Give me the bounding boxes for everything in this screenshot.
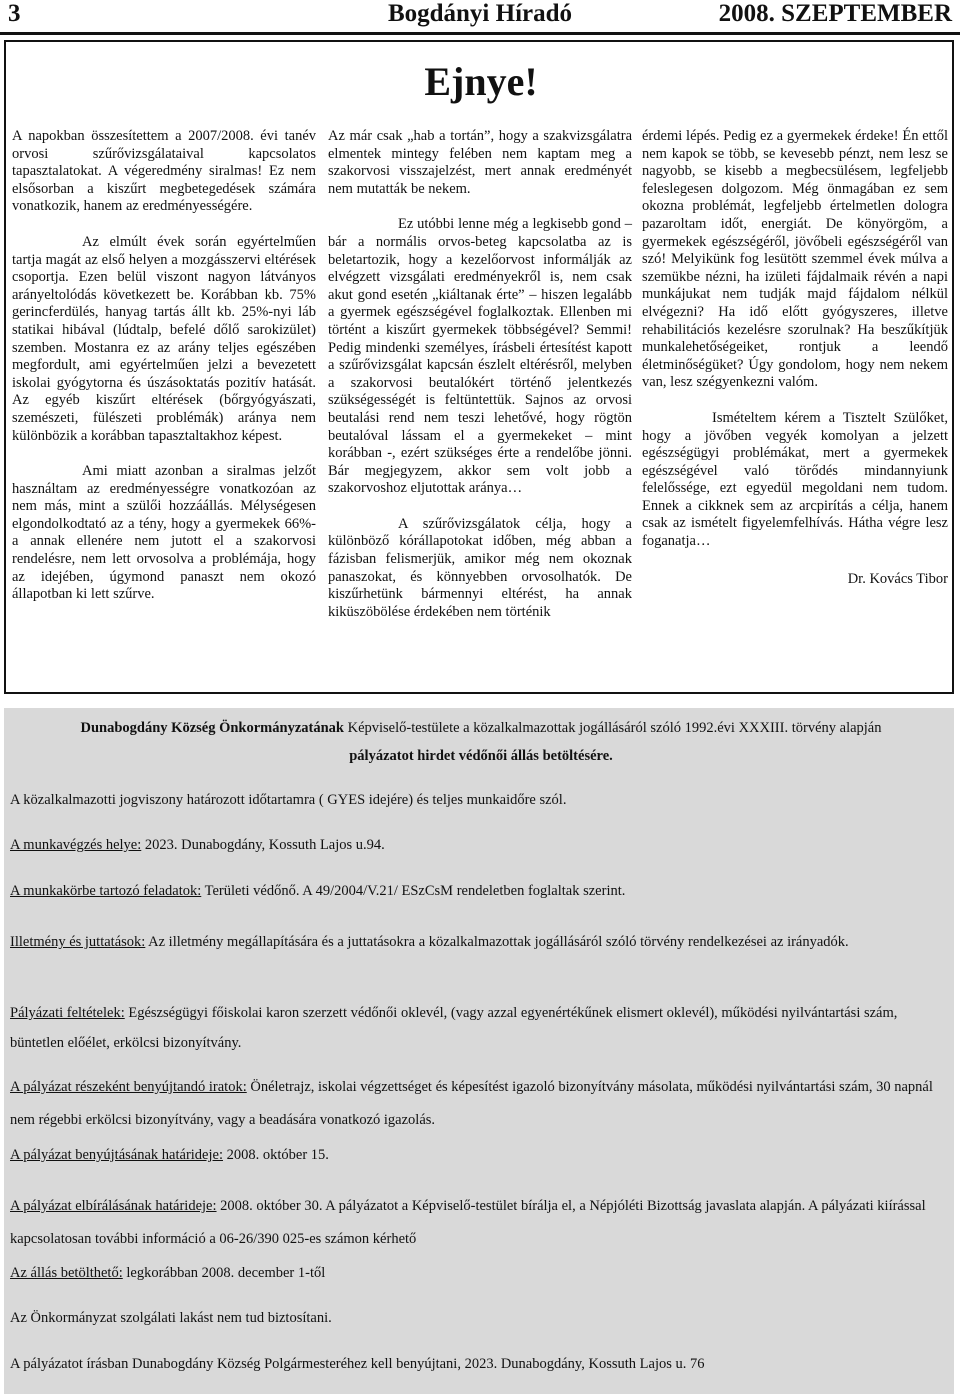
newspaper-title: Bogdányi Híradó — [387, 0, 573, 27]
notice-documents: A pályázat részeként benyújtandó iratok: Önéletrajz, iskolai végzettséget és képesítést igazoló bizonyítvány másolata, működési nyilvántartási szám, 30 napnál nem régebbi erkölcsi bizonyítvány, vagy a beadására vonatkozó igazolás. — [10, 1079, 933, 1128]
article-frame — [4, 40, 954, 694]
notice-place: A munkavégzés helye: 2023. Dunabogdány, Kossuth Lajos u.94. — [10, 837, 385, 853]
paragraph: A napokban összesítettem a 2007/2008. évi tanév orvosi szűrővizsgálataival kapcsolatos tapasztalatokat. A végeredmény siralmas! Ez nem elsősorban a kiszűrt megbetegedések számára vonatkozik, hanem az eredményességére. — [12, 128, 316, 215]
notice-intro: Dunabogdány Község Önkormányzatának Képviselő-testülete a közalkalmazottak jogállásáról szóló 1992.évi XXXIII. törvény alapján — [80, 720, 882, 736]
author-signature: Dr. Kovács Tibor — [847, 570, 948, 587]
page-header — [0, 0, 960, 30]
job-notice — [4, 708, 954, 1394]
issue-date: 2008. SZEPTEMBER — [718, 0, 952, 27]
notice-deadline: A pályázat benyújtásának határideje: 2008. október 15. — [10, 1147, 329, 1163]
paragraph: A szűrővizsgálatok célja, hogy a különböző kórállapotokat időben, még abban a fázisban felismerjük, amikor még nem okoznak panaszokat, és könnyebben orvosolhatók. De kiszűrhetünk bármennyi eltérést, ha annak kiküszöbölése érdekében nem történik — [328, 515, 632, 620]
paragraph: Ami miatt azonban a siralmas jelzőt használtam az eredményességre vonatkozóan az nem más, mint a szülői hozzáállás. Mélységesen elgondolkodtató az a tény, hogy a gyermekek 66%-a annak ellenére nem jutott el a szakorvosi rendelésre, nem lett orvosolva a problémája, hogy az idejében, úgymond panaszt nem okozó állapotban ki lett szűrve. — [12, 463, 316, 603]
notice-employment: A közalkalmazotti jogviszony határozott időtartamra ( GYES idejére) és teljes munkaidőre szól. — [10, 792, 567, 808]
notice-submission: A pályázatot írásban Dunabogdány Község Polgármesteréhez kell benyújtani, 2023. Dunabogdány, Kossuth Lajos u. 76 — [10, 1356, 705, 1372]
notice-housing: Az Önkormányzat szolgálati lakást nem tud biztosítani. — [10, 1310, 332, 1326]
paragraph: érdemi lépés. Pedig ez a gyermekek érdeke! Én ettől nem kapok se több, se kevesebb pénzt, nem lesz se nagyobb, se kisebb a megbecsülésem, legfeljebb feleslegesen dolgozom. Még önmagában ez sem okozna problémát, legfeljebb értelmetlen dologra pazaroltam időt, energiát. De könyörgöm, a gyermekek egészségéről, jövőbeli egészségéről van szó! Melyikünk fog lesütött szemmel évek múlva a szemükbe nézni, ha izületi fájdalmaik révén a napi munkájukat nem tudják majd fájdalom nélkül elvégezni? Ha idő előtt gyógyszeres, illetve rehabilitációs kezelésre szorulnak? Ha beszűkítjük munkalehetőségeiket, rontjuk a leendő életminőségüket? Úgy gondolom, hogy nem nekem van, lesz szégyenkezni valóm. — [642, 128, 948, 391]
article-title: Ejnye! — [424, 59, 538, 104]
notice-conditions: Pályázati feltételek: Egészségügyi főiskolai karon szerzett védőnői oklevél, (vagy azzal egyenértékűnek elismert oklevél), működési nyilvántartási szám, büntetlen előélet, erkölcsi bizonyítvány. — [10, 1005, 898, 1051]
issuer-name: Dunabogdány Község Önkormányzatának — [80, 720, 344, 736]
notice-duties: A munkakörbe tartozó feladatok: Területi védőnő. A 49/2004/V.21/ ESzCsM rendeletben foglaltak szerint. — [10, 883, 626, 899]
paragraph: Az elmúlt évek során egyértelműen tartja magát az első helyen a mozgásszervi eltérések csoportja. Ezen belül viszont nagyon látványos arányeltolódás következett be. Korábban kb. 75% gerincferdülés, hanyag tartás állt kb. 25%-nyi láb statikai hibával (lúdtalp, befelé dőlő sarokizület) szemben. Mostanra ez az arány teljes egészében megfordult, ami egyértelműen jelzi a bevezetett iskolai gyógytorna és úszásoktatás pozitív hatását. Az egyéb kiszűrt eltérések (bőrgyógyászati, szemészeti, fülészeti problémák) aránya nem különbözik a korábban tapasztaltakhoz képest. — [12, 233, 316, 444]
page-number: 3 — [8, 0, 21, 27]
notice-headline: pályázatot hirdet védőnői állás betöltésére. — [349, 748, 613, 764]
header-rule — [0, 32, 960, 35]
paragraph: Az már csak „hab a tortán”, hogy a szakvizsgálatra elmentek mintegy felében nem kaptam meg a szakorvosi visszajelzést, mert annak eredményét nem mutatták be nekem. — [328, 128, 632, 197]
article-column-2 — [328, 128, 632, 621]
paragraph: Ismételtem kérem a Tisztelt Szülőket, hogy a jövőben vegyék komolyan a jelzett egészségügyi problémákat, mert a gyermekek egészségével való törődés mindannyiunk felelőssége, ezt egyedül megoldani nem tudom. Ennek a cikknek sem az arcpirítás a célja, hanem csak az ismételt figyelemfelhívás. Hátha végre lesz foganatja… — [642, 409, 948, 550]
notice-decision: A pályázat elbírálásának határideje: 2008. október 30. A pályázatot a Képviselő-testület bírálja el, a Népjóléti Bizottság javaslata alapján. A pályázati kiírással kapcsolatosan további információ a 06-26/390 025-es számon kérhető — [10, 1198, 926, 1247]
notice-salary: Illetmény és juttatások: Az illetmény megállapítására és a juttatásokra a közalkalmazottak jogállásáról szóló törvény rendelkezései az irányadók. — [10, 934, 849, 950]
paragraph: Ez utóbbi lenne még a legkisebb gond – bár a normális orvos-beteg kapcsolatba az is beletartozik, hogy a kezelőorvost informálják az elvégzett vizsgálati eredményekről is, nem csak akut gond esetén „kiáltanak érte” – hiszen legalább a gyermek egészségével foglalkoztak. Ellenben mi történt a kiszűrt gyermekek többségével? Semmi! Pedig mindenki személyes, írásbeli értesítést kapott a szűrővizsgálat kapcsán észlelt eltérésről, melyben a szakorvosi beutalókért történő jelentkezés szükségességét is feltüntettük. Sajnos az orvosi beutalási rend nem teszi lehetővé, hogy rögtön beutalóval lássam el a gyermekeket – mint korábban -, ezért szükséges érte a rendelőbe jönni. Bár megjegyzem, akkor sem volt jobb a szakorvoshoz eljutottak aránya… — [328, 216, 632, 497]
notice-start-date: Az állás betölthető: legkorábban 2008. december 1-től — [10, 1265, 326, 1281]
article-column-3 — [642, 128, 948, 588]
article-column-1 — [12, 128, 316, 604]
